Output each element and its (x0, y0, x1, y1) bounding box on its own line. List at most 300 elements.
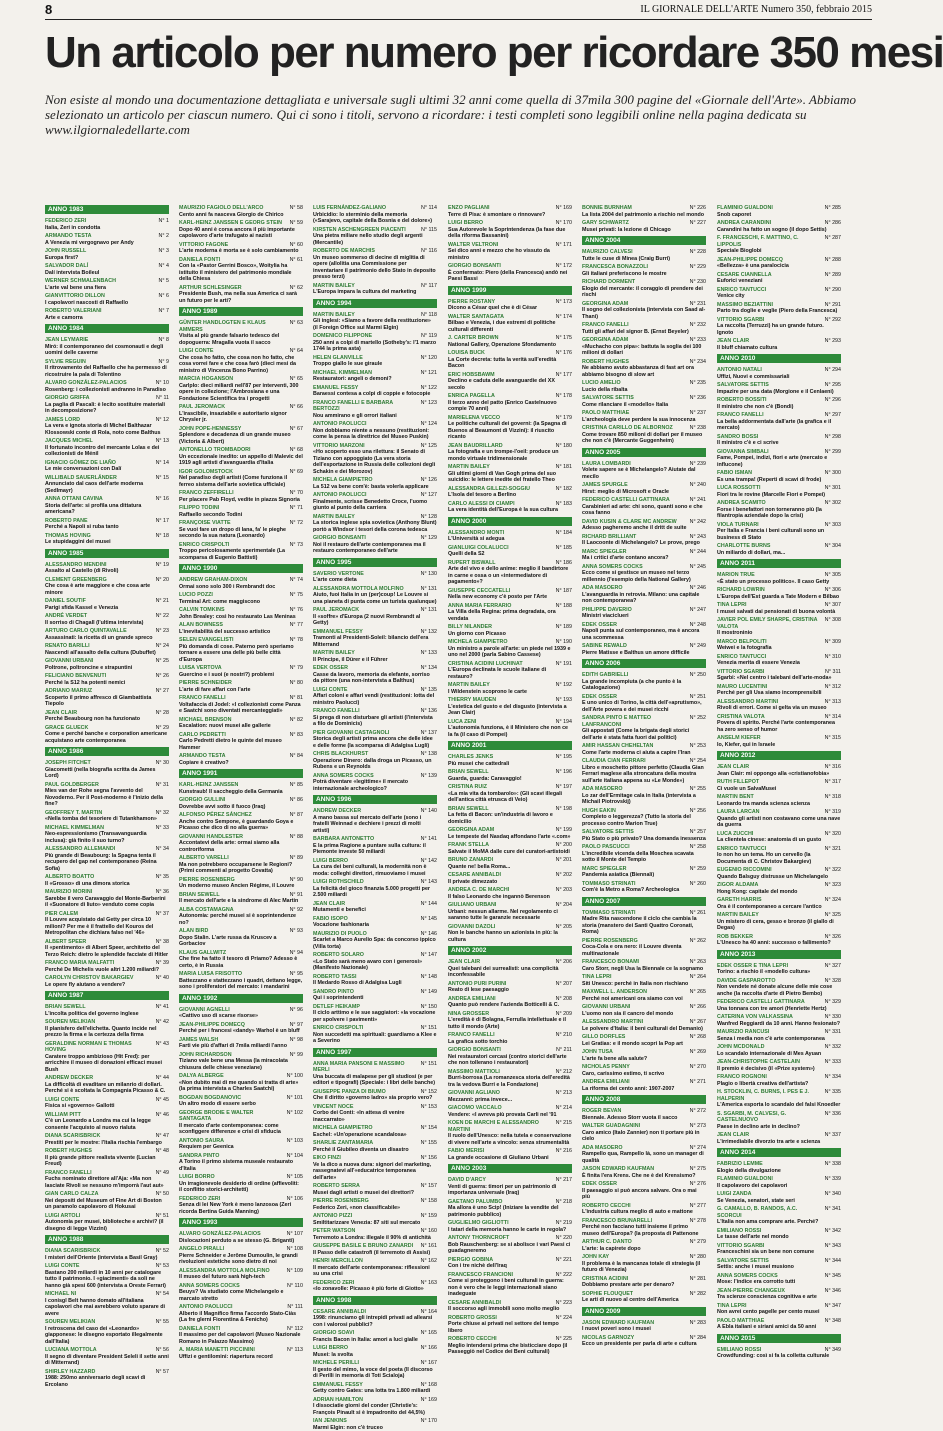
entry-title: «Nella tomba del tesoriere di Tutankhamon» (45, 816, 169, 823)
index-entry (45, 218, 169, 231)
entry-author: CESARE CIANNELLA (717, 272, 841, 279)
entry-author: FRANK STELLA (448, 842, 572, 849)
entry-author: SANDRA PINTO (179, 1153, 303, 1160)
index-entry (717, 543, 841, 556)
entry-author: JEAN CLAIR (313, 901, 437, 908)
index-entry (717, 669, 841, 682)
entry-author: LUISA VERTOVA (179, 665, 303, 672)
entry-author: ALAN BOWNESS (179, 622, 303, 629)
entry-title: Perché Beaubourg non ha funzionato (45, 716, 169, 723)
entry-title: Arte e camorra (45, 315, 169, 322)
entry-issue-number: N° 162 (421, 1258, 437, 1265)
entry-title: Le opere fly aiutano a vendere? (45, 982, 169, 989)
entry-author: PIERRE ROSENBERG (582, 938, 706, 945)
index-entry (313, 248, 437, 281)
entry-author: ALVARO GONZÁLEZ-PALACIOS (179, 1231, 303, 1238)
entry-issue-number: N° 308 (825, 617, 841, 624)
entry-author: ROBERTO GROSSI (448, 1315, 572, 1322)
entry-author: ANTONIO PURI PURINI (448, 981, 572, 988)
index-entry (717, 1089, 841, 1109)
entry-title: Terminal Art: come maggiscono (179, 599, 303, 606)
entry-issue-number: N° 218 (556, 1199, 572, 1206)
entry-issue-number: N° 26 (156, 673, 169, 680)
entry-author: PIER GIOVANNI CASTAGNOLI (313, 730, 437, 737)
entry-author: MARCO BELPOLITI (717, 639, 841, 646)
entry-issue-number: N° 189 (556, 624, 572, 631)
entry-author: GIORGIO BONSANTI (313, 535, 437, 542)
entry-author: ALESSANDRA GILLEZI-SOGGIU (448, 486, 572, 493)
entry-title: Il mercato d'arte contemporanea: come sconfiggere differenze e crisi di sfiducia (179, 1123, 303, 1136)
index-entry (717, 999, 841, 1012)
entry-author: EUGENIO RICCOMINI (717, 867, 841, 874)
index-entry (45, 874, 169, 887)
entry-issue-number: N° 171 (556, 242, 572, 249)
index-entry (582, 844, 706, 864)
entry-issue-number: N° 315 (825, 735, 841, 742)
entry-author: JEAN BAUDRILLARD (448, 443, 572, 450)
entry-issue-number: N° 99 (290, 1052, 303, 1059)
index-entry (448, 924, 572, 944)
entry-title: Affari coloni e affari vendi (restituzioni: lotta del ministro Paolucci) (313, 693, 437, 706)
entry-author: JEAN LEYMARIE (45, 337, 169, 344)
index-entry (582, 1019, 706, 1032)
index-entry (313, 1198, 437, 1211)
entry-issue-number: N° 210 (556, 1032, 572, 1039)
entry-author: JEAN-PHILIPPE DOMECQ (717, 257, 841, 264)
entry-issue-number: N° 263 (690, 959, 706, 966)
entry-issue-number: N° 230 (690, 279, 706, 286)
entry-issue-number: N° 133 (421, 650, 437, 657)
entry-author: GIUSEPPE PANZA DI BIUMO (313, 1089, 437, 1096)
index-entry (45, 460, 169, 473)
index-entry (717, 897, 841, 910)
index-entry (717, 1243, 841, 1256)
entry-author: NINA GROSSER (448, 1011, 572, 1018)
year-heading: ANNO 2006 (582, 659, 706, 668)
index-entry (179, 1153, 303, 1173)
entry-issue-number: N° 123 (421, 400, 437, 407)
entry-title: Le mie conversazioni con Dalí (45, 466, 169, 473)
index-entry (448, 682, 572, 695)
year-heading: ANNO 1983 (45, 205, 169, 214)
entry-author: MARION TRUE (717, 572, 841, 579)
entry-author: FRANCO FANELLI (179, 695, 303, 702)
index-entry (179, 695, 303, 715)
entry-title: Nei depositi del Museum of Fine Art di Boston un paramolo capolavoro di Hokusai (45, 1198, 169, 1211)
entry-title: Leonardo tra manda scienza scienza (717, 801, 841, 808)
entry-author: ROBERTO TASSI (313, 974, 437, 981)
entry-author: ARTURO CARLO QUINTAVALLE (45, 628, 169, 635)
entry-author: VITTORIO SGARBI (717, 1243, 841, 1250)
entry-author: VITTORIO SGARBI (717, 317, 841, 324)
entry-author: ZIGOR ALDAMA (717, 882, 841, 889)
entry-issue-number: N° 187 (556, 588, 572, 595)
entry-title: Una buccata di malapese per gli studiosi (e per editori e tipografi) (Speciale: i libri delle banche) (313, 1074, 437, 1087)
entry-author: EDEK OSSER (582, 622, 706, 629)
entry-issue-number: N° 250 (690, 672, 706, 679)
entry-title: Il fortunato incontro del mercante Lolas e dei collezionisti de Ménil (45, 445, 169, 458)
entry-author: MARTIN BAILEY (717, 912, 841, 919)
index-entry (448, 350, 572, 370)
entry-title: Che cosa è arte maggiore e che cosa arte minore (45, 583, 169, 596)
index-entry (313, 1004, 437, 1024)
entry-author: ROBERTO VALERIANI (45, 308, 169, 315)
entry-author: JOHN TUSA (582, 1049, 706, 1056)
entry-title: Declino e caduta delle avanguardie del XX secolo (448, 378, 572, 391)
page-header (45, 3, 872, 17)
entry-issue-number: N° 185 (556, 545, 572, 552)
entry-author: ANDREA C. DE MARCHI (448, 887, 572, 894)
entry-issue-number: N° 307 (825, 602, 841, 609)
index-column-5 (582, 205, 706, 1267)
index-entry (45, 1112, 169, 1132)
entry-author: MARTIN BAILEY (313, 514, 437, 521)
entry-issue-number: N° 284 (690, 1335, 706, 1342)
index-entry (45, 960, 169, 973)
entry-title: Wanfred Reggiardi da 10 anni. Hanno fesionato? (717, 1021, 841, 1028)
entry-author: DANIEL SOUTIF (45, 598, 169, 605)
index-entry (179, 1231, 303, 1244)
index-entry (179, 928, 303, 948)
entry-issue-number: N° 42 (156, 1019, 169, 1026)
entry-title: Guarda, guarda: Caravaggio! (448, 776, 572, 783)
entry-title: Il «pentimento» di Albert Speer, architetto del Terzo Reich: dietro le splendide facciate di Hitler (45, 945, 169, 958)
entry-title: Parto tra doglie e veglie (Piero della Francesca) (717, 308, 841, 315)
entry-author: CHRIS BLACKHURST (313, 751, 437, 758)
entry-issue-number: N° 273 (690, 1123, 706, 1130)
entry-title: Ne abbiamo avuto abbastanza di fast art ora abbiamo bisogno di slow art (582, 365, 706, 378)
index-entry (448, 872, 572, 885)
index-entry (179, 505, 303, 518)
index-entry (45, 475, 169, 495)
entry-author: LUCA ZENI (448, 719, 572, 726)
entry-title: Biennale. Adesso Storr vuota il sacco (582, 1115, 706, 1122)
entry-issue-number: N° 279 (690, 1239, 706, 1246)
entry-author: NICOLAS GARNOZY (582, 1335, 706, 1342)
index-entry (179, 447, 303, 467)
index-entry (582, 1181, 706, 1201)
index-entry (717, 1161, 841, 1174)
entry-issue-number: N° 167 (421, 1360, 437, 1367)
entry-issue-number: N° 85 (290, 782, 303, 789)
entry-issue-number: N° 265 (690, 989, 706, 996)
entry-title: C'è un Leonardo a Londra ma cui la legge consente l'acquisto al nuovo rialuta (45, 1118, 169, 1131)
entry-author: EMILIANO ROSSI (717, 1228, 841, 1235)
index-entry (448, 806, 572, 826)
entry-issue-number: N° 293 (825, 338, 841, 345)
entry-issue-number: N° 111 (287, 1304, 303, 1311)
entry-issue-number: N° 137 (421, 730, 437, 737)
entry-issue-number: N° 342 (825, 1228, 841, 1235)
index-entry (717, 934, 841, 947)
entry-issue-number: N° 88 (290, 834, 303, 841)
year-heading: ANNO 1987 (45, 991, 169, 1000)
index-entry (179, 376, 303, 402)
entry-title: Mies van der Rohe segna l'avvento del Novoderno. Per il Post-moderno è l'inizio della fine? (45, 788, 169, 808)
entry-title: Il planisfero dell'elichetta. Quanto incide nel prezzo la firma e la certezza della firma (45, 1026, 169, 1039)
entry-title: Storia dell'arte: si profila una dittatura americana? (45, 503, 169, 516)
entry-title: Rosenberg: i collezionisti andranno in Paradiso (45, 387, 169, 394)
entry-issue-number: N° 161 (421, 1243, 437, 1250)
entry-issue-number: N° 156 (421, 1155, 437, 1162)
index-entry (448, 263, 572, 283)
index-entry (448, 959, 572, 979)
entry-title: Con i tre nichè dell'Iraq (448, 1263, 572, 1270)
index-entry (582, 1004, 706, 1017)
entry-title: Il soccorso agli immobili sono molto meglio (448, 1306, 572, 1313)
entry-title: Finalmente, scrisse Benedetto Croce, l'uomo giunto al punto della carriera (313, 499, 437, 512)
entry-issue-number: N° 38 (156, 939, 169, 946)
entry-author: ADA MASOERO (582, 786, 706, 793)
entry-title: Non avrei cento pagelle per cento musei (717, 1309, 841, 1316)
index-column-1 (45, 205, 169, 1267)
entry-title: Beuys? Va studiato come Michelangelo e marcato stretto (179, 1289, 303, 1302)
entry-title: Qui i soprintendenti (313, 995, 437, 1002)
index-entry (45, 810, 169, 823)
index-entry (45, 395, 169, 415)
entry-issue-number: N° 252 (690, 715, 706, 722)
index-entry (179, 1326, 303, 1346)
entry-title: Che cosa ho fatto, che cosa non ho fatto, che cosa vorrei fare e che cosa farò (dieci mesi da ministro di Vincenza Bono Parrino) (179, 355, 303, 375)
entry-title: La felicità del gioco finanzia 5.000 progetti per 2.500 miliardi (313, 886, 437, 899)
index-entry (179, 1283, 303, 1303)
entry-author: CRISTINA ACIDINI LUCHINAT (448, 661, 572, 668)
year-heading: ANNO 1998 (313, 1296, 437, 1305)
index-entry (448, 1177, 572, 1197)
entry-issue-number: N° 243 (690, 534, 706, 541)
index-entry (45, 598, 169, 611)
entry-author: ROBERTO CECCHI (448, 1336, 572, 1343)
index-entry (717, 1303, 841, 1316)
entry-issue-number: N° 43 (156, 1041, 169, 1048)
entry-title: Dobbiamo prestare arte per denaro? (582, 1282, 706, 1289)
index-column-2 (179, 205, 303, 1267)
entry-issue-number: N° 127 (421, 492, 437, 499)
entry-title: Più musei che cattedrali (448, 761, 572, 768)
entry-title: Fiori tra le rovine (Marcelle Fiori e Pompei) (717, 492, 841, 499)
entry-title: Autonomia per musei, biblioteche e archivi? (il disegno di legge Vizzini) (45, 1219, 169, 1232)
entry-title: Un altro modo di essere serbo (179, 1101, 303, 1108)
entry-author: ARTHUR C. DANTO (582, 1239, 706, 1246)
entry-author: GEORGINA ADAM (582, 301, 706, 308)
entry-author: GIORGIO GRIFFA (45, 395, 169, 402)
year-heading: ANNO 2001 (448, 741, 572, 750)
index-entry (45, 673, 169, 686)
index-entry (179, 592, 303, 605)
entry-title: Un moderno museo Ancien Régime, il Louvre (179, 883, 303, 890)
entry-author: FRANCO FANELLI (717, 412, 841, 419)
index-entry (717, 470, 841, 483)
entry-title: Una tonnara con tre amori (Henriette Hertz) (717, 1006, 841, 1013)
entry-title: Scarlet a Marco Aurelio Spa: da concorso ippico (Villa torta) (313, 937, 437, 950)
entry-title: A Venezia mi vergognavo per Andy (45, 240, 169, 247)
index-entry (313, 385, 437, 398)
entry-author: MAURIZIO DI PUOLO (313, 931, 437, 938)
index-entry (582, 425, 706, 445)
entry-issue-number: N° 6 (159, 293, 169, 300)
entry-author: ANTONY THORNCROFT (448, 1235, 572, 1242)
entry-author: F. FRANCESCHI, F. MATTINO, C. LIPPOLIS (717, 235, 841, 248)
entry-title: Quanto può rendere l'azienda Botticelli & C. (448, 1002, 572, 1009)
entry-author: JASON EDWARD KAUFMAN (582, 1166, 706, 1173)
index-entry (448, 784, 572, 804)
entry-author: HUGH EAKIN (582, 808, 706, 815)
entry-title: La grande occasione di Giuliano Urbani (448, 1155, 572, 1162)
index-entry (448, 530, 572, 543)
index-entry (313, 1104, 437, 1124)
entry-issue-number: N° 298 (825, 434, 841, 441)
entry-author: GIOVANNI URBANI (582, 1004, 706, 1011)
entry-author: GIOVANNI URBANI (45, 658, 169, 665)
index-entry (45, 293, 169, 306)
entry-author: CRISTINA RUIZ (448, 784, 572, 791)
year-heading: ANNO 2009 (582, 1307, 706, 1316)
entry-issue-number: N° 68 (290, 447, 303, 454)
entry-title: L'irrimediabile divorzio tra arte e scienza (717, 1139, 841, 1146)
entry-issue-number: N° 107 (287, 1231, 303, 1238)
index-entry (313, 1397, 437, 1417)
index-entry (45, 278, 169, 291)
year-heading: ANNO 1997 (313, 1048, 437, 1057)
entry-issue-number: N° 235 (690, 380, 706, 387)
entry-title: Più domanda di cose. Paterno però speriamo tornare a essere una delle più belle città d'Europa (179, 644, 303, 664)
entry-author: RUPERT BISWALL (448, 560, 572, 567)
entry-author: A. MARIA MANETTI PICCININI (179, 1347, 303, 1354)
entry-author: ROBERT HUGHES (582, 359, 706, 366)
entry-title: La cura dei beni culturali, la modernità non è moda: colleghi direttori, rimuoviamo i musei (313, 864, 437, 877)
entry-issue-number: N° 332 (825, 1044, 841, 1051)
entry-title: Scoperto il primo affresco di Giambattista Tiepolo (45, 695, 169, 708)
index-entry (313, 1089, 437, 1102)
entry-title: Anche contro Sempone, è guardando Goya e Picasso che dico di no alla guerra» (179, 819, 303, 832)
entry-issue-number: N° 126 (421, 477, 437, 484)
index-entry (717, 617, 841, 637)
entry-title: Uffizi, Nuovi e commissariali (717, 374, 841, 381)
index-entry (582, 585, 706, 605)
entry-issue-number: N° 288 (825, 257, 841, 264)
entry-title: Il ministro c'è e ci scrive (717, 440, 841, 447)
entry-author: EMANUEL FESSY (313, 385, 437, 392)
entry-title: Mutamenti e benefici (313, 907, 437, 914)
entry-title: Assassinati: la ricetta di un grande spreco (45, 635, 169, 642)
year-heading: ANNO 2011 (717, 559, 841, 568)
entry-author: JEAN CLAIR (717, 1132, 841, 1139)
entry-title: Il ciclo arttimo e le sue saggiatori: «la vocazione per spolvere i pavimenti» (313, 1010, 437, 1023)
entry-author: GIORGIO GULLINI (179, 797, 303, 804)
index-entry (45, 1170, 169, 1190)
entry-issue-number: N° 223 (556, 1300, 572, 1307)
entry-issue-number: N° 20 (156, 577, 169, 584)
index-entry (179, 1347, 303, 1360)
index-entry (179, 577, 303, 590)
entry-issue-number: N° 196 (556, 769, 572, 776)
entry-issue-number: N° 65 (290, 376, 303, 383)
entry-issue-number: N° 348 (825, 1318, 841, 1325)
index-entry (582, 643, 706, 656)
index-entry (179, 877, 303, 890)
entry-issue-number: N° 287 (825, 235, 841, 242)
entry-issue-number: N° 277 (690, 1203, 706, 1210)
entry-title: Lei Gratias: e il mondo scopri la Pop art (582, 1041, 706, 1048)
entry-title: Più Stato o più privato? Una domanda inessenza (582, 836, 706, 843)
entry-issue-number: N° 283 (690, 1320, 706, 1327)
entry-author: VITTORIO FAGONE (179, 242, 303, 249)
index-entry (582, 220, 706, 233)
entry-author: SABINE REWALD (582, 643, 706, 650)
entry-issue-number: N° 12 (156, 417, 169, 424)
entry-title: Giacometti (nella biografia scritta da James Lord) (45, 767, 169, 780)
entry-author: JEAN-CHRISTOPHE CASTELAIN (717, 1059, 841, 1066)
entry-issue-number: N° 302 (825, 500, 841, 507)
entry-title: Il terzo anno del patto (Enrico Castelnuovo compie 70 anni) (448, 400, 572, 413)
entry-title: Operazione Dinero: dalla droga un Picasso, un Rubens e un Reynolds (313, 758, 437, 771)
entry-author: EDEK OSSER (582, 694, 706, 701)
index-entry (582, 322, 706, 335)
index-entry (717, 1191, 841, 1204)
entry-issue-number: N° 169 (556, 205, 572, 212)
index-entry (179, 797, 303, 810)
entry-title: Musei privati: la lezione di Chicago (582, 227, 706, 234)
entry-title: Un irragionevole desiderio di ordine (affievoliti: il conflitto storici-architetti) (179, 1181, 303, 1194)
entry-author: JOHN RICHARDSON (179, 1052, 303, 1059)
entry-author: MARTIN BAILEY (313, 283, 437, 290)
entry-issue-number: N° 220 (556, 1235, 572, 1242)
entry-title: I misteri dell'Oriente (intervista a Basil Gray) (45, 1255, 169, 1262)
year-heading: ANNO 1988 (45, 1235, 169, 1244)
entry-author: ALFONSO PÉREZ SÁNCHEZ (179, 812, 303, 819)
index-entry (448, 639, 572, 659)
index-entry (582, 938, 706, 958)
entry-title: Rivoli di errori. Come si gelta via un museo (717, 705, 841, 712)
index-entry (582, 380, 706, 393)
index-entry (313, 836, 437, 856)
entry-title: Un mistero di cera, gesso e bronzo (il giallo di Degas) (717, 919, 841, 932)
entry-issue-number: N° 289 (825, 272, 841, 279)
entry-issue-number: N° 178 (556, 393, 572, 400)
index-entry (448, 486, 572, 499)
index-entry (45, 825, 169, 845)
index-entry (717, 654, 841, 667)
entry-author: ROBERTO CECCHI (582, 1203, 706, 1210)
entry-title: L'archeologia deve perdere la sua innocenza (582, 417, 706, 424)
entry-issue-number: N° 97 (290, 1022, 303, 1029)
year-heading: ANNO 1995 (313, 558, 437, 567)
index-entry (313, 586, 437, 606)
entry-title: Uffizi e gentilomini: riapertura record (179, 1354, 303, 1361)
entry-author: KARL-HEINZ JANSSEN E GEORG STEIN (179, 220, 303, 227)
index-entry (313, 1125, 437, 1138)
entry-author: CARLO ALESSI DI CIAMPI (448, 501, 572, 508)
entry-title: Vocazione fashionaria (313, 922, 437, 929)
entry-author: WILLIAM PITT (45, 1112, 169, 1119)
entry-title: Coca-Cola e ora nero: il Louvre diventa multinazionale (582, 944, 706, 957)
entry-title: Caro amico (Italo Zannier) non ti portare più in cielo (582, 1130, 706, 1143)
entry-title: Un museo sommerso di decine di miglitia di opere (allolitia una Commissione per inventariare il patrimonio dello Stato in deposito presso terzi) (313, 255, 437, 281)
entry-author: ALESSANDRA MOTTOLA MOLFINO (179, 1268, 303, 1275)
index-entry (448, 1120, 572, 1146)
year-heading: ANNO 1992 (179, 994, 303, 1003)
entry-issue-number: N° 100 (287, 1073, 303, 1080)
entry-author: ANDRÉ VERDET (45, 613, 169, 620)
entry-issue-number: N° 164 (421, 1309, 437, 1316)
entry-issue-number: N° 144 (421, 901, 437, 908)
entry-issue-number: N° 328 (825, 978, 841, 985)
index-entry (582, 1145, 706, 1165)
entry-title: Il sorriso di Chagall (l'ultima intervista) (45, 620, 169, 627)
entry-title: La lista 2004 del patrimonio a rischio nel mondo (582, 212, 706, 219)
index-entry (313, 650, 437, 663)
index-entry (448, 501, 572, 514)
